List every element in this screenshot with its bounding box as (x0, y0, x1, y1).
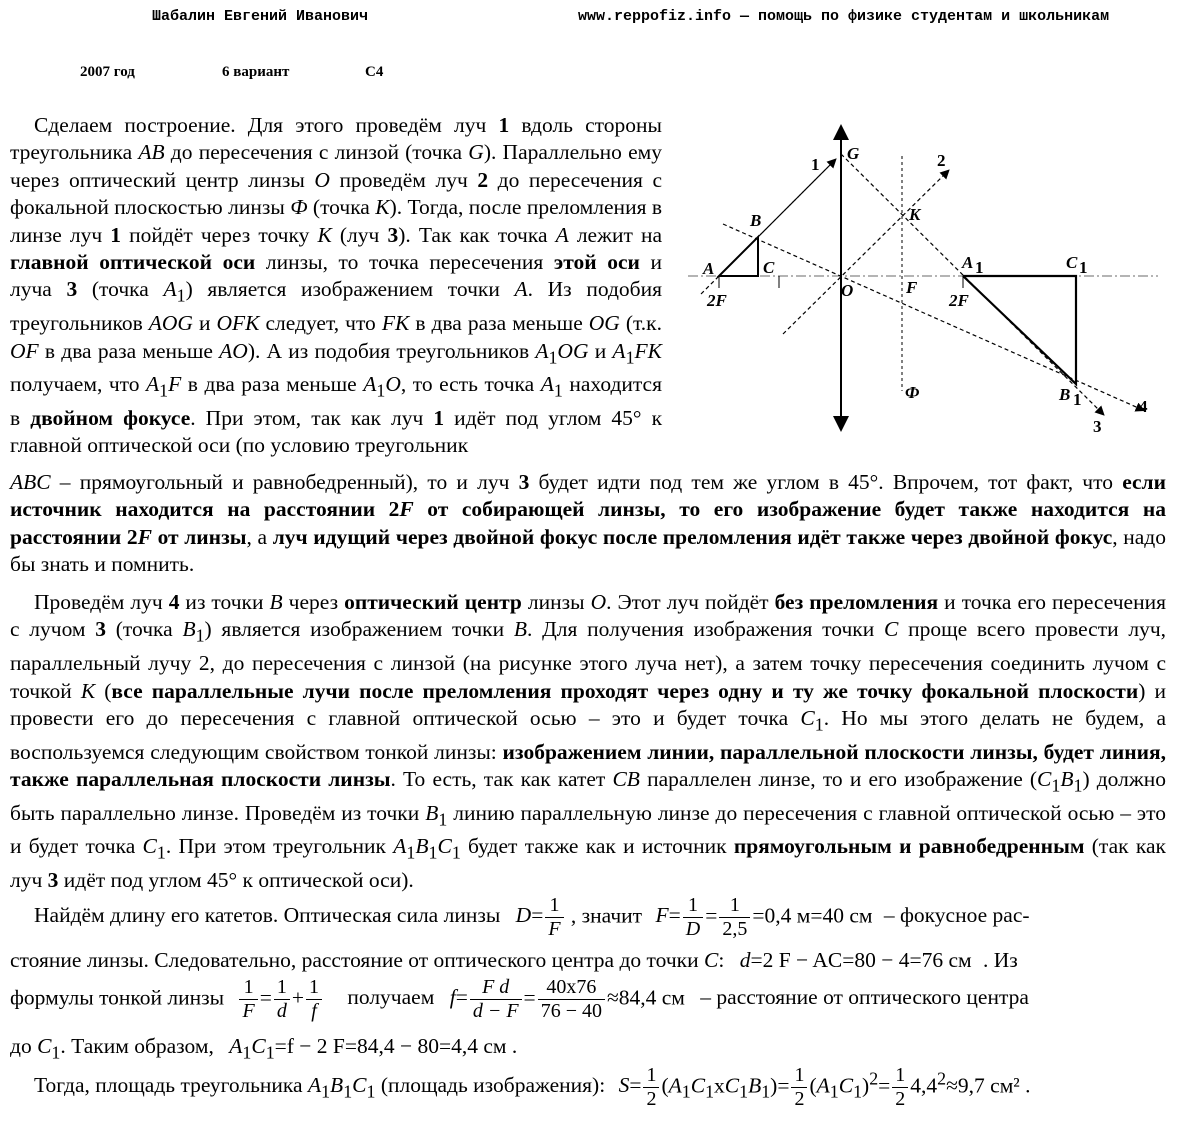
label-ray-2: 2 (937, 151, 946, 170)
formula-line-5: Тогда, площадь треугольника $A_1B_1C_1$ (площадь изображения): S= $\frac{1}{2}$ $(A_1C_1хC_1B_1)=$ $\frac{1}{2}$ $(A_1C_1)^2=$ $\frac{1}{2}$ $4,4^2\approx 9,7$ см² . (34, 1064, 1031, 1110)
paragraph-1-cont: ABC – прямоугольный и равнобедренный), то и луч 3 будет идти под тем же углом в 45°. Впрочем, тот факт, что если источник находится на расстоянии 2F от собирающей линзы, то его изображение будет также находится на расстоянии 2F от линзы, а луч идущий через двойной фокус после преломления идёт также через двойной фокус, надо бы знать и помнить. (10, 470, 1166, 577)
header-author: Шабалин Евгений Иванович (152, 8, 369, 25)
paragraph-1: Сделаем построение. Для этого проведём луч 1 вдоль стороны треугольника AB до пересечения с линзой (точка G). Параллельно ему через оптический центр линзы O проведём луч 2 до пересечения с фокальной плоскостью линзы Ф (точка K). Тогда, после преломления в линзе луч 1 пойдёт через точку K (луч 3). Так как точка A лежит на главной оптической оси линзы, то точка пересечения этой оси и луча 3 (точка $A_1$) является изображением точки A. Из подобия треугольников AOG и OFK следует, что FK в два раза меньше OG (т.к. OF в два раза меньше AO). А из подобия треугольников $A_1OG$ и $A_1FK$ получаем, что $A_1F$ в два раза меньше $A_1O$, то есть точка $A_1$ находится в двойном фокусе. При этом, так как луч 1 идёт под углом 45° к главной оптической оси (по условию треугольник (10, 113, 663, 458)
task-number: С4 (365, 64, 384, 80)
lens-diagram (683, 116, 1163, 446)
label-a: A (703, 259, 715, 278)
ray-4 (723, 224, 1143, 410)
ray-2 (783, 171, 948, 334)
label-c1: C (1066, 253, 1078, 272)
triangle-a1b1c1 (963, 276, 1076, 384)
svg-text:1: 1 (1079, 258, 1088, 277)
label-g: G (847, 144, 860, 163)
svg-text:1: 1 (975, 258, 984, 277)
label-a1: A (962, 253, 974, 272)
year: 2007 год (80, 64, 135, 80)
svg-text:1: 1 (1073, 390, 1082, 409)
lens-diagram-svg (683, 116, 1163, 446)
label-k: K (909, 205, 921, 224)
formula-line-4: до $C_1$. Таким образом, $A_1C_1=f - 2$ F=84,4 − 80=4,4 см . (10, 1034, 518, 1063)
formula-line-3: формулы тонкой линзы $\frac{1}{F}$ = $\frac{1}{d}$ + $\frac{1}{f}$ получаем f= $\frac{\text{F d}}{d - F}$ = $\frac{40х76}{76 - 40}$ ≈84,4 см – расстояние от оптического центра (10, 976, 1029, 1022)
header-site[interactable]: www.reppofiz.info — помощь по физике студентам и школьникам (578, 8, 1110, 25)
label-ray-4: 4 (1139, 397, 1148, 416)
label-ray-1: 1 (811, 155, 820, 174)
label-ray-3: 3 (1093, 417, 1102, 436)
formula-line-1: Найдём длину его катетов. Оптическая сила линзы D= $\frac{1}{F}$ , значит F= $\frac{1}{D}$ = $\frac{1}{2,5}$ =0,4 м=40 см – фокусное рас- (34, 894, 1030, 940)
label-c: C (763, 258, 775, 277)
label-2f-left: 2F (707, 291, 727, 310)
variant: 6 вариант (222, 64, 290, 80)
label-f: F (906, 278, 918, 297)
formula-line-2: стояние линзы. Следовательно, расстояние от оптического центра до точки C: d=2 F − AC=80 − 4=76 см . Из (10, 948, 1018, 972)
label-phi: Ф (905, 383, 920, 402)
label-o: O (841, 281, 854, 300)
paragraph-2: Проведём луч 4 из точки B через оптический центр линзы O. Этот луч пойдёт без преломления и точка его пересечения с лучом 3 (точка $B_1$) является изображением точки B. Для получения изображения точки C проще всего провести луч, параллельный лучу 2, до пересечения с линзой (на рисунке этого луча нет), а затем точку пересечения соединить лучом с точкой K (все параллельные лучи после преломления проходят через одну и ту же точку фокальной плоскости) и провести его до пересечения с главной оптической осью – это и будет точка $C_1$. Но мы этого делать не будем, а воспользуемся следующим свойством тонкой линзы: изображением линии, параллельной плоскости линзы, будет линия, также параллельная плоскости линзы. То есть, так как катет CB параллелен линзе, то и его изображение $(C_1B_1)$ должно быть параллельно линзе. Проведём из точки $B_1$ линию параллельную линзе до пересечения с главной оптической осью – это и будет точка $C_1$. При этом треугольник $A_1B_1C_1$ будет также как и источник прямоугольным и равнобедренным (так как луч 3 идёт под углом 45° к оптической оси). (10, 590, 1167, 893)
label-2f-right: 2F (949, 291, 969, 310)
label-b: B (750, 211, 762, 230)
label-b1: B (1059, 385, 1071, 404)
